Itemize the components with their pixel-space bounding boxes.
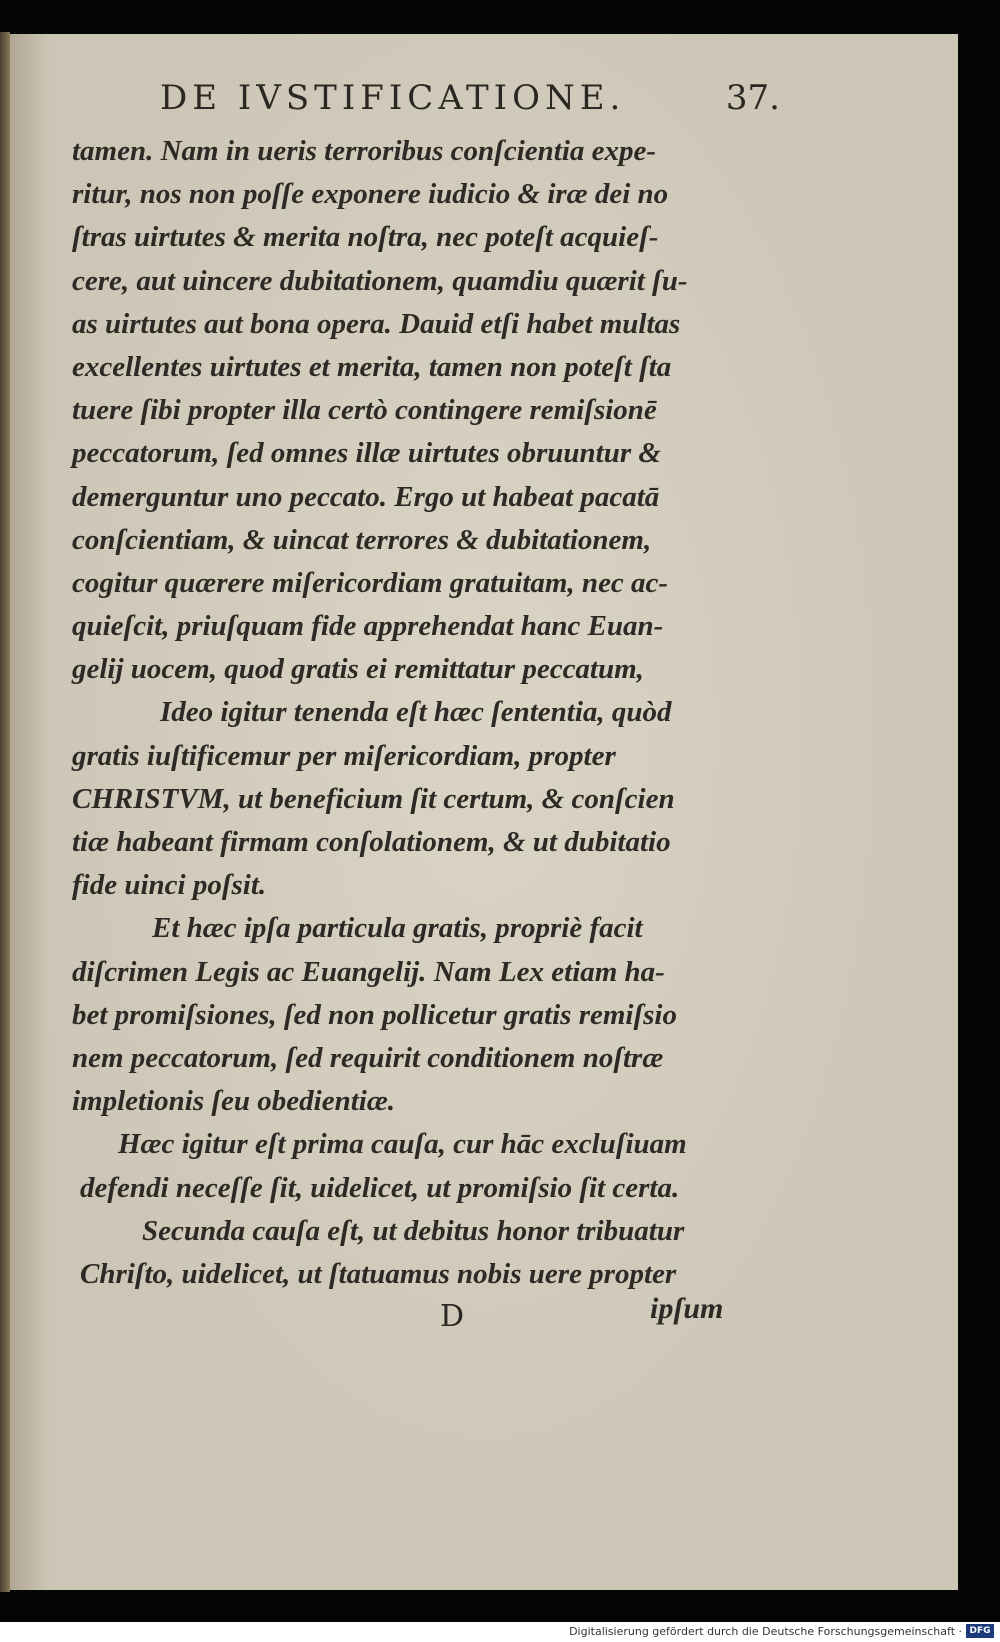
text-line: Secunda cauſa eſt, ut debitus honor tribuatur	[142, 1214, 685, 1247]
text-line: bet promiſsiones, ſed non pollicetur gratis remiſsio	[72, 998, 677, 1031]
text-line: peccatorum, ſed omnes illæ uirtutes obruuntur &	[72, 437, 661, 470]
text-line: nem peccatorum, ſed requirit conditionem noſtræ	[72, 1041, 664, 1074]
text-line: impletionis ſeu obedientiæ.	[72, 1085, 396, 1118]
text-line: CHRISTVM, ut beneficium ſit certum, & conſcien	[72, 782, 675, 815]
text-line: defendi neceſſe ſit, uidelicet, ut promiſsio ſit certa.	[80, 1171, 680, 1204]
text-line: fide uinci poſsit.	[72, 869, 267, 902]
running-head	[160, 78, 780, 134]
body-text	[72, 130, 752, 1296]
text-line: tiæ habeant firmam conſolationem, & ut dubitatio	[72, 826, 671, 858]
text-line: Ideo igitur tenenda eſt hæc ſententia, quòd	[160, 696, 672, 729]
text-line: excellentes uirtutes et merita, tamen non poteſt ſta	[72, 350, 672, 383]
page-number: 37.	[725, 78, 780, 118]
text-line: diſcrimen Legis ac Euangelij. Nam Lex etiam ha-	[72, 955, 665, 988]
text-line: Et hæc ipſa particula gratis, propriè facit	[152, 912, 643, 945]
text-line: gratis iuſtificemur per miſericordiam, propter	[72, 739, 616, 772]
text-line: tamen. Nam in ueris terroribus conſcientia expe-	[72, 135, 657, 167]
book-page	[10, 34, 958, 1590]
text-line: gelij uocem, quod gratis ei remittatur peccatum,	[72, 653, 644, 686]
text-line: Hæc igitur eſt prima cauſa, cur hāc excluſiuam	[118, 1128, 687, 1161]
catchword: ipſum	[650, 1292, 724, 1325]
text-line: demerguntur uno peccato. Ergo ut habeat pacatā	[72, 480, 660, 513]
dfg-logo: DFG	[966, 1624, 994, 1638]
text-line: ſtras uirtutes & merita noſtra, nec poteſt acquieſ-	[72, 221, 659, 254]
signature-mark: D	[440, 1299, 465, 1334]
text-line: ritur, nos non poſſe exponere iudicio & iræ dei no	[72, 178, 669, 211]
text-line: cere, aut uincere dubitationem, quamdiu quærit ſu-	[72, 264, 688, 297]
funding-credit: Digitalisierung gefördert durch die Deutsche Forschungsgemeinschaft ·	[569, 1625, 962, 1638]
text-line: cogitur quærere miſericordiam gratuitam, nec ac-	[72, 566, 669, 599]
previous-page-edge	[0, 32, 10, 1592]
text-line: quieſcit, priuſquam fide apprehendat hanc Euan-	[72, 610, 664, 643]
text-line: conſcientiam, & uincat terrores & dubitationem,	[72, 523, 652, 556]
text-line: Chriſto, uidelicet, ut ſtatuamus nobis uere propter	[80, 1257, 677, 1290]
running-title: DE IVSTIFICATIONE.	[160, 78, 626, 118]
text-line: tuere ſibi propter illa certò contingere remiſsionē	[72, 394, 657, 427]
text-line: as uirtutes aut bona opera. Dauid etſi habet multas	[72, 307, 681, 340]
digitization-footer	[0, 1622, 1000, 1642]
